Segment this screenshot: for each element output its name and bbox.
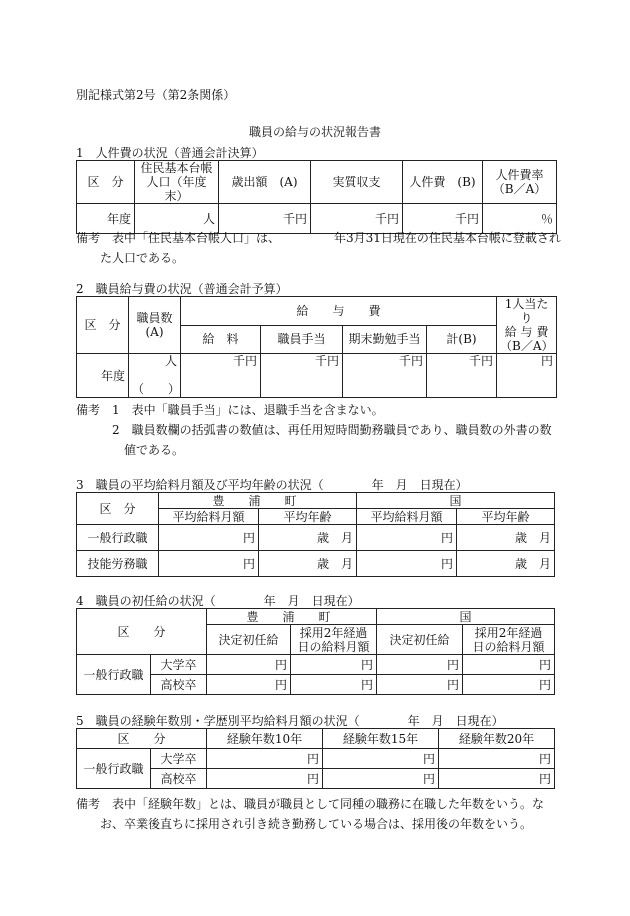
unit-cell: 円 <box>463 655 555 675</box>
row-label: 技能労務職 <box>77 551 159 577</box>
section5-note-line1: 備考 表中「経験年数」とは、職員が職員として同種の職務に在職した年数をいう。な <box>76 797 545 811</box>
header-kubun: 区 分 <box>77 297 129 354</box>
header-expenditure: 歳出額 (A) <box>219 161 311 204</box>
unit-cell: 千円 <box>261 354 343 398</box>
staff-count-cell: 人 （ ） <box>129 354 181 398</box>
header-town: 豊 浦 町 <box>207 609 377 625</box>
section2-note-line2: 2 職員数欄の括弧書の数値は、再任用短時間勤務職員であり、職員数の外書の数 <box>112 423 552 437</box>
unit-cell: 円 <box>497 354 557 398</box>
unit-cell: 円 <box>291 675 377 695</box>
personnel-cost-table <box>76 160 557 234</box>
section5-note-line2: お、卒業後直ちに採用され引き続き勤務している場合は、採用後の年数をいう。 <box>100 817 533 831</box>
unit-cell: 歳 月 <box>259 525 357 551</box>
header-avg-age: 平均年齢 <box>457 509 555 525</box>
unit-cell: 円 <box>323 769 439 789</box>
unit-cell: 千円 <box>403 204 483 234</box>
header-kubun: 区 分 <box>77 609 207 655</box>
header-allowance: 職員手当 <box>261 325 343 354</box>
section3-heading: 3 職員の平均給料月額及び平均年齢の状況（ 年 月 日現在） <box>76 478 468 492</box>
row-label: 大学卒 <box>151 749 207 769</box>
unit-cell: 円 <box>377 675 463 695</box>
header-base-salary: 給 料 <box>181 325 261 354</box>
header-personnel-cost: 人件費 (B) <box>403 161 483 204</box>
unit-cell: 円 <box>323 749 439 769</box>
header-start-salary: 決定初任給 <box>377 625 463 655</box>
unit-cell: 千円 <box>181 354 261 398</box>
section1-heading: 1 人件費の状況（普通会計決算） <box>76 146 264 160</box>
header-total: 計(B) <box>427 325 497 354</box>
document-title: 職員の給与の状況報告書 <box>248 125 381 139</box>
unit-cell: 円 <box>207 655 291 675</box>
unit-cell: 千円 <box>427 354 497 398</box>
header-avg-age: 平均年齢 <box>259 509 357 525</box>
header-after-2y: 採用2年経過 日の給料月額 <box>291 625 377 655</box>
header-per-capita: 1人当たり 給 与 費 （B／A） <box>497 297 557 354</box>
unit-cell: 人 <box>135 204 219 234</box>
section4-heading: 4 職員の初任給の状況（ 年 月 日現在） <box>76 594 360 608</box>
header-exp-15: 経験年数15年 <box>323 729 439 749</box>
row-group-label: 一般行政職 <box>77 749 151 789</box>
section1-note-line1: 備考 表中「住民基本台帳人口」は、 年3月31日現在の住民基本台帳に登載され <box>76 231 561 245</box>
header-population: 住民基本台帳 人口（年度末） <box>135 161 219 204</box>
row-group-label: 一般行政職 <box>77 655 151 695</box>
section2-note-line3: 値である。 <box>124 443 185 457</box>
unit-cell: 千円 <box>343 354 427 398</box>
header-avg-pay: 平均給料月額 <box>159 509 259 525</box>
salary-cost-table <box>76 296 557 398</box>
unit-cell: 円 <box>439 749 555 769</box>
header-real-balance: 実質収支 <box>311 161 403 204</box>
unit-cell: 円 <box>207 769 323 789</box>
header-kubun: 区 分 <box>77 729 207 749</box>
unit-cell: 円 <box>159 551 259 577</box>
header-start-salary: 決定初任給 <box>207 625 291 655</box>
row-label: 高校卒 <box>151 769 207 789</box>
header-kubun: 区 分 <box>77 493 159 525</box>
unit-cell: 千円 <box>219 204 311 234</box>
avg-salary-age-table <box>76 492 555 577</box>
header-exp-10: 経験年数10年 <box>207 729 323 749</box>
section1-note-line2: た人口である。 <box>100 251 185 265</box>
unit-cell: 歳 月 <box>457 551 555 577</box>
header-salary-cost: 給 与 費 <box>181 297 497 326</box>
unit-cell: 円 <box>159 525 259 551</box>
header-staff-count: 職員数 (A) <box>129 297 181 354</box>
row-year-label: 年度 <box>77 204 135 234</box>
row-label: 高校卒 <box>151 675 207 695</box>
unit-cell: 円 <box>291 655 377 675</box>
starting-salary-table <box>76 608 555 695</box>
unit-cell: 歳 月 <box>259 551 357 577</box>
experience-salary-table <box>76 728 555 789</box>
unit-cell: 円 <box>207 749 323 769</box>
section5-heading: 5 職員の経験年数別・学歴別平均給料月額の状況（ 年 月 日現在） <box>76 714 504 728</box>
header-after-2y: 採用2年経過 日の給料月額 <box>463 625 555 655</box>
unit-cell: 千円 <box>311 204 403 234</box>
unit-cell: 円 <box>357 551 457 577</box>
header-national: 国 <box>377 609 555 625</box>
section2-heading: 2 職員給与費の状況（普通会計予算） <box>76 282 288 296</box>
header-bonus: 期末勤勉手当 <box>343 325 427 354</box>
header-kubun: 区 分 <box>77 161 135 204</box>
unit-cell: 円 <box>207 675 291 695</box>
header-national: 国 <box>357 493 555 509</box>
header-town: 豊 浦 町 <box>159 493 357 509</box>
row-year-label: 年度 <box>77 354 129 398</box>
unit-cell: 歳 月 <box>457 525 555 551</box>
header-avg-pay: 平均給料月額 <box>357 509 457 525</box>
unit-cell: ％ <box>483 204 557 234</box>
row-label: 大学卒 <box>151 655 207 675</box>
section2-note-line1: 備考 1 表中「職員手当」には、退職手当を含まない。 <box>76 403 384 417</box>
unit-cell: 円 <box>439 769 555 789</box>
header-personnel-rate: 人件費率 （B／A） <box>483 161 557 204</box>
unit-cell: 円 <box>463 675 555 695</box>
form-label: 別記様式第2号（第2条関係） <box>76 88 236 102</box>
unit-cell: 円 <box>377 655 463 675</box>
unit-cell: 円 <box>357 525 457 551</box>
header-exp-20: 経験年数20年 <box>439 729 555 749</box>
row-label: 一般行政職 <box>77 525 159 551</box>
